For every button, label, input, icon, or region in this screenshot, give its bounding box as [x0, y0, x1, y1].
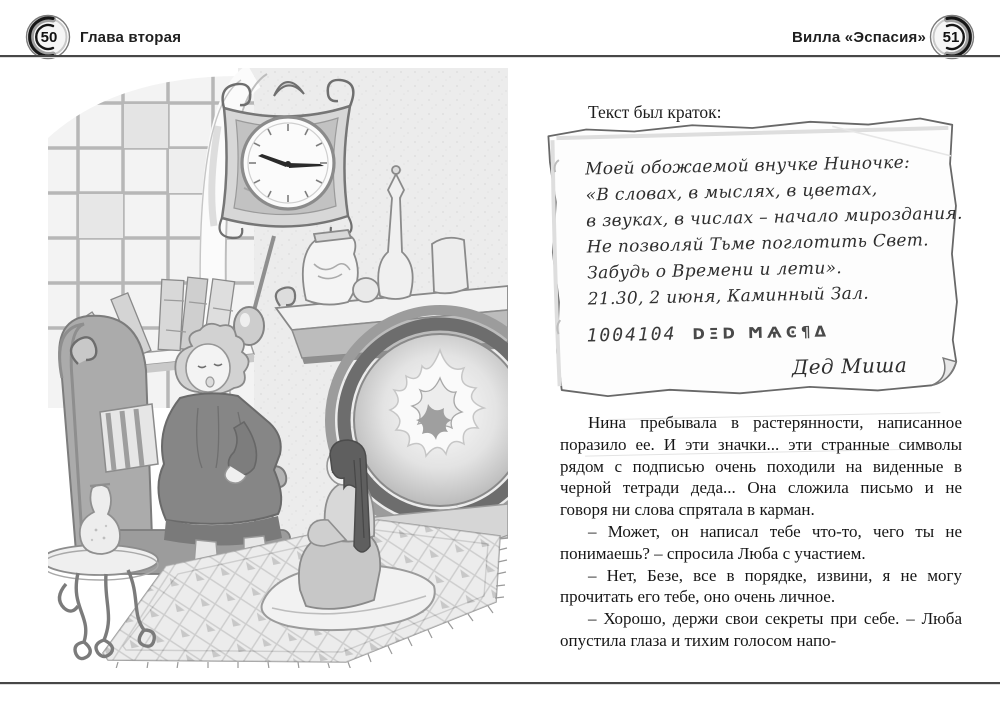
- striped-cushion: [100, 404, 158, 472]
- chapter-title: Глава вторая: [80, 29, 182, 46]
- right-jug: [432, 238, 468, 294]
- header-rule: [0, 55, 1000, 57]
- paragraph: – Может, он написал тебе что-то, чего ты не понимаешь? – спросила Люба с участием.: [560, 521, 962, 563]
- signature: Дед Миша: [791, 352, 908, 380]
- note-line: 21.30, 2 июня, Каминный Зал.: [587, 283, 870, 310]
- clock-face: [242, 117, 334, 209]
- paragraph: Нина пребывала в растерянности, написанное поразило ее. И эти значки... эти странные символы рядом с подписью очень походили на виденные в черной тетради деда... Она сложила письмо и не говоря ни слова спрятала в карман.: [560, 413, 962, 520]
- note-line: Моей обожаемой внучке Ниночке:: [584, 152, 911, 180]
- crescent-moon-icon: [25, 14, 71, 60]
- body-text: [560, 412, 962, 652]
- footer-rule: [0, 682, 1000, 684]
- corbel-scroll: [276, 287, 295, 306]
- intro-line: Текст был краток:: [588, 101, 722, 122]
- paragraph: – Нет, Безе, все в порядке, извини, я не могу прочитать его тебе, оно очень личное.: [560, 565, 962, 607]
- crescent-moon-icon: [929, 14, 975, 60]
- running-title: Вилла «Эспасия»: [791, 29, 926, 46]
- note-line: «В словах, в мыслях, в цветах,: [585, 179, 878, 206]
- page-number-right: 51: [942, 29, 960, 46]
- mystic-symbols: DΞD ϺѦϾ¶Δ: [692, 322, 831, 344]
- note-line: в звуках, в числах – начало мироздания.: [585, 203, 963, 232]
- illustration: [48, 68, 508, 673]
- page-number-badge-right: [929, 14, 975, 60]
- handwritten-note: [542, 112, 966, 405]
- paragraph: – Хорошо, держи свои секреты при себе. – Люба опустила глаза и тихим голосом напо-: [560, 609, 962, 650]
- note-line: Забудь о Времени и лети».: [587, 258, 843, 284]
- small-jar: [353, 278, 379, 302]
- page-number-badge-left: [25, 14, 71, 60]
- note-line: Не позволяй Тьме поглотить Свет.: [586, 230, 930, 258]
- code-number: 1004104: [586, 323, 677, 347]
- page-number-left: 50: [40, 29, 58, 46]
